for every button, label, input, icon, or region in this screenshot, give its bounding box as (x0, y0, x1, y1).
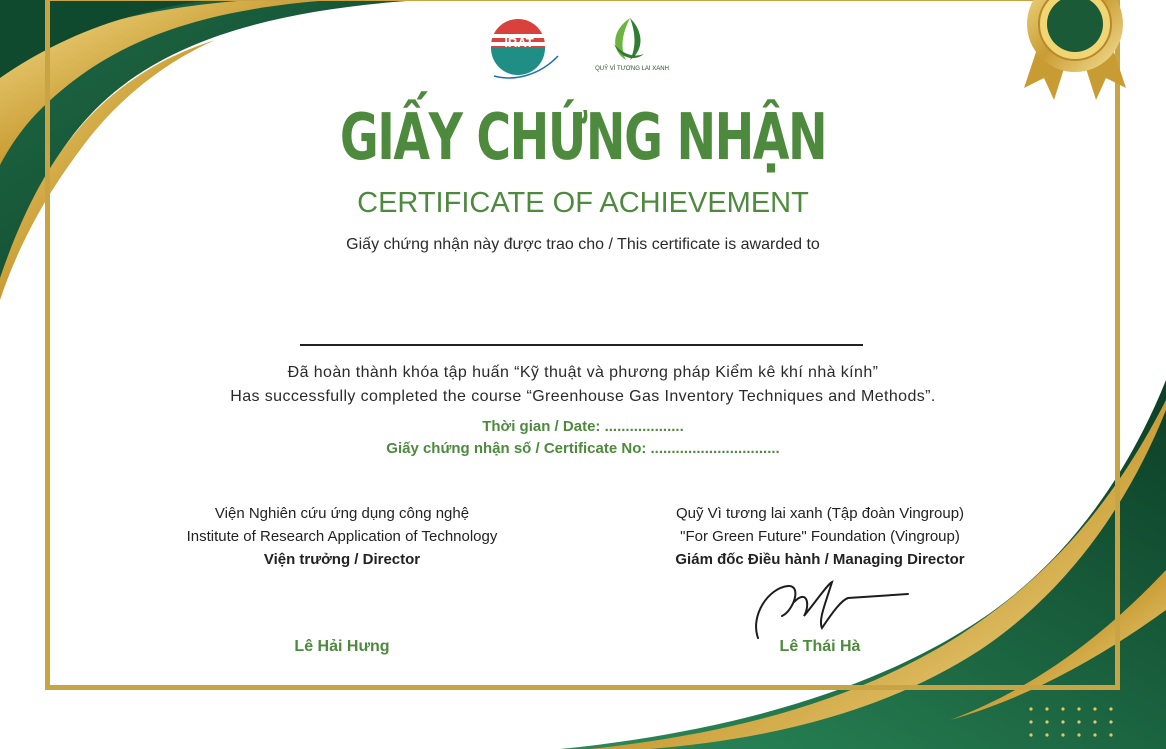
left-signatory-block (132, 502, 552, 571)
right-org-vi: Quỹ Vì tương lai xanh (Tập đoàn Vingroup) (675, 505, 965, 522)
awarded-to-text: Giấy chứng nhận này được trao cho / This certificate is awarded to (346, 236, 820, 253)
left-org-en: Institute of Research Application of Technology (186, 528, 498, 545)
gold-dots-pattern (1028, 706, 1118, 740)
left-signer-name: Lê Hải Hưng (294, 638, 390, 655)
left-role: Viện trưởng / Director (263, 551, 421, 568)
certificate-subtitle: CERTIFICATE OF ACHIEVEMENT (357, 187, 809, 219)
course-description-vi: Đã hoàn thành khóa tập huấn “Kỹ thuật và phương pháp Kiểm kê khí nhà kính” (287, 364, 879, 381)
recipient-name-line (300, 344, 863, 346)
gold-seal-ribbon-icon (1010, 0, 1140, 104)
green-future-logo-text: QUỸ VÌ TƯƠNG LAI XANH (595, 66, 669, 72)
right-signatory-block (610, 502, 1030, 571)
certificate-title: GIẤY CHỨNG NHẬN (339, 101, 827, 175)
right-org-en: "For Green Future" Foundation (Vingroup) (680, 528, 960, 545)
right-role: Giám đốc Điều hành / Managing Director (675, 551, 965, 568)
irat-logo-text: IRAT (504, 35, 534, 50)
green-future-leaf-logo (600, 14, 660, 72)
handwritten-signature (748, 576, 918, 642)
left-org-vi: Viện Nghiên cứu ứng dụng công nghệ (214, 505, 470, 522)
course-description-en: Has successfully completed the course “Greenhouse Gas Inventory Techniques and Methods”. (230, 388, 936, 405)
certificate-number-line: Giấy chứng nhận số / Certificate No: ............................... (386, 440, 780, 457)
right-signer-name: Lê Thái Hà (779, 638, 861, 655)
date-line: Thời gian / Date: ................... (482, 418, 684, 435)
